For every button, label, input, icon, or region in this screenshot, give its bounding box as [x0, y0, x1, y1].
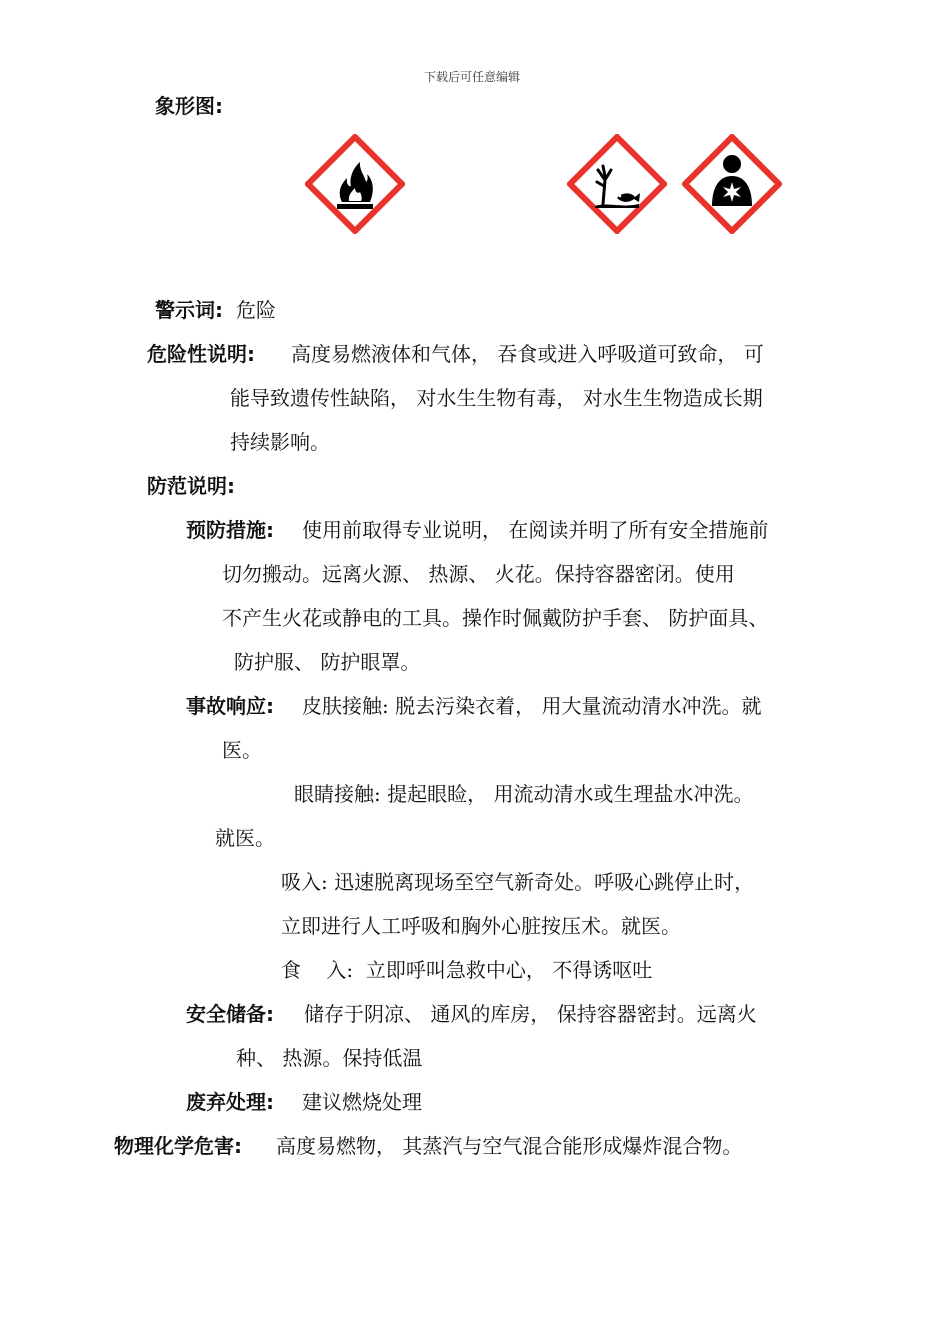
response-ingest: 食 入: 立即呼叫急救中心， 不得诱呕吐: [281, 958, 653, 982]
environment-icon: [567, 134, 667, 234]
storage-line: 种、 热源。保持低温: [236, 1046, 423, 1070]
prevention-label: 预防措施:: [186, 518, 274, 542]
storage-line: 储存于阴凉、 通风的库房， 保持容器密封。远离火: [304, 1002, 757, 1026]
prevention-line: 使用前取得专业说明， 在阅读并明了所有安全措施前: [302, 518, 769, 542]
disposal-label: 废弃处理:: [186, 1090, 274, 1114]
health-hazard-icon: [682, 134, 782, 234]
hazard-label: 危险性说明:: [147, 342, 255, 366]
flame-icon: [305, 134, 405, 234]
storage-label: 安全储备:: [186, 1002, 274, 1026]
precaution-label: 防范说明:: [147, 474, 235, 498]
signal-word-value: 危险: [236, 298, 276, 322]
prevention-line: 切勿搬动。远离火源、 热源、 火花。保持容器密闭。使用: [222, 562, 735, 586]
response-label: 事故响应:: [186, 694, 274, 718]
response-skin: 皮肤接触: 脱去污染衣着， 用大量流动清水冲洗。就: [302, 694, 762, 718]
response-inhale: 立即进行人工呼吸和胸外心脏按压术。就医。: [281, 914, 681, 938]
response-inhale: 吸入: 迅速脱离现场至空气新奇处。呼吸心跳停止时，: [281, 870, 755, 894]
response-eye: 就医。: [215, 826, 275, 850]
physchem-value: 高度易燃物， 其蒸汽与空气混合能形成爆炸混合物。: [276, 1134, 743, 1158]
physchem-label: 物理化学危害:: [114, 1134, 242, 1158]
disposal-value: 建议燃烧处理: [302, 1090, 422, 1114]
page-header: 下载后可任意编辑: [424, 70, 521, 84]
prevention-line: 不产生火花或静电的工具。操作时佩戴防护手套、 防护面具、: [222, 606, 769, 630]
response-skin: 医。: [222, 738, 262, 762]
response-eye: 眼睛接触: 提起眼睑， 用流动清水或生理盐水冲洗。: [294, 782, 754, 806]
hazard-line: 能导致遗传性缺陷， 对水生生物有毒， 对水生生物造成长期: [230, 386, 763, 410]
signal-word-label: 警示词:: [155, 298, 223, 322]
hazard-line: 高度易燃液体和气体， 吞食或进入呼吸道可致命， 可: [291, 342, 764, 366]
prevention-line: 防护服、 防护眼罩。: [234, 650, 421, 674]
pictograms-label: 象形图:: [155, 94, 223, 118]
hazard-line: 持续影响。: [230, 430, 330, 454]
